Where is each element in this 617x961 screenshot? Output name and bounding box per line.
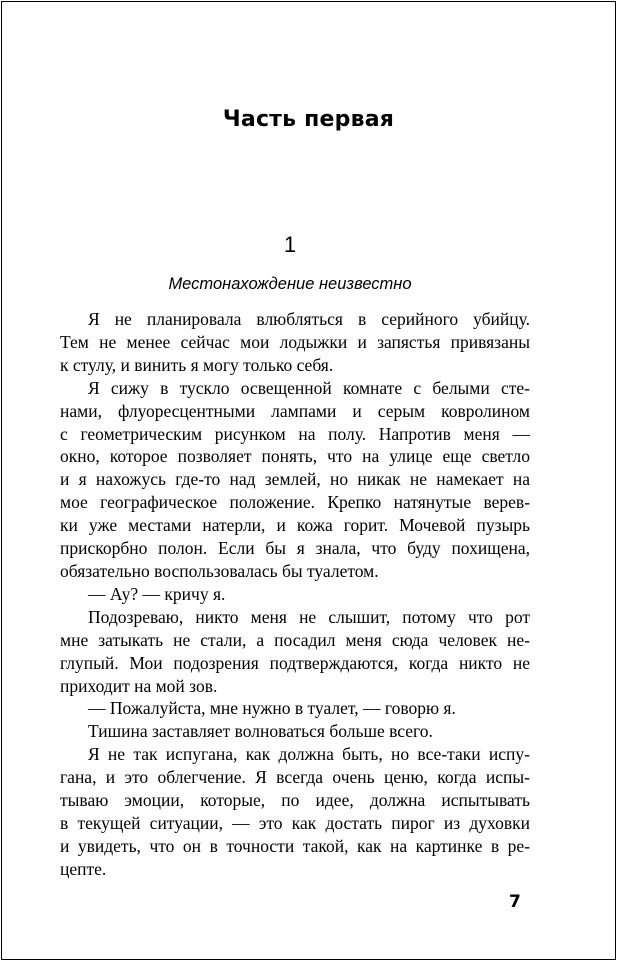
chapter-number: 1	[283, 232, 297, 257]
text-line: — Ау? — кричу я.	[88, 583, 226, 604]
text-line: — Пожалуйста, мне нужно в туалет, — говорю я.	[88, 698, 456, 719]
text-line: Я сижу в тускло освещенной комнате с белыми сте-	[88, 377, 530, 398]
text-line: Я не планировала влюбляться в серийного убийцу.	[88, 309, 530, 329]
text-line: Я не так испугана, как должна быть, но все-таки испу-	[88, 744, 530, 765]
chapter-subtitle: Местонахождение неизвестно	[168, 275, 412, 293]
text-line: мое географическое положение. Крепко натянутые верев-	[60, 492, 530, 513]
text-line: глупый. Мои подозрения подтверждаются, когда никто не	[60, 652, 530, 673]
text-line: Подозреваю, никто меня не слышит, потому что рот	[88, 606, 530, 627]
text-line: гана, и это облегчение. Я всегда очень ценю, когда испы-	[60, 767, 530, 788]
text-line: обязательно воспользовалась бы туалетом.	[60, 560, 379, 581]
text-line: Тем не менее сейчас мои лодыжки и запястья привязаны	[60, 331, 530, 352]
text-line: и я нахожусь где-то над землей, но никак не намекает на	[60, 469, 530, 490]
text-line: окно, которое позволяет понять, что на улице еще светло	[60, 446, 530, 467]
text-line: ки уже местами натерли, и кожа горит. Мочевой пузырь	[60, 515, 530, 536]
text-line: мне затыкать не стали, а посадил меня сюда человек не-	[60, 629, 530, 650]
text-line: с геометрическим рисунком на полу. Напротив меня —	[60, 423, 530, 444]
text-line: цепте.	[60, 858, 107, 879]
page-number: 7	[509, 892, 521, 912]
text-line: в текущей ситуации, — это как достать пирог из духовки	[60, 812, 530, 833]
text-line: тываю эмоции, которые, по идее, должна испытывать	[60, 790, 530, 811]
part-title: Часть первая	[222, 107, 395, 132]
text-line: прискорбно полон. Если бы я знала, что буду похищена,	[60, 538, 530, 559]
text-line: к стулу, и винить я могу только себя.	[60, 354, 334, 375]
text-line: нами, флуоресцентными лампами и серым ковролином	[60, 400, 530, 421]
text-line: и увидеть, что он в точности такой, как на картинке в ре-	[60, 835, 530, 856]
body-text	[60, 308, 530, 881]
text-line: приходит на мой зов.	[60, 675, 218, 696]
text-line: Тишина заставляет волноваться больше всего.	[88, 721, 433, 742]
